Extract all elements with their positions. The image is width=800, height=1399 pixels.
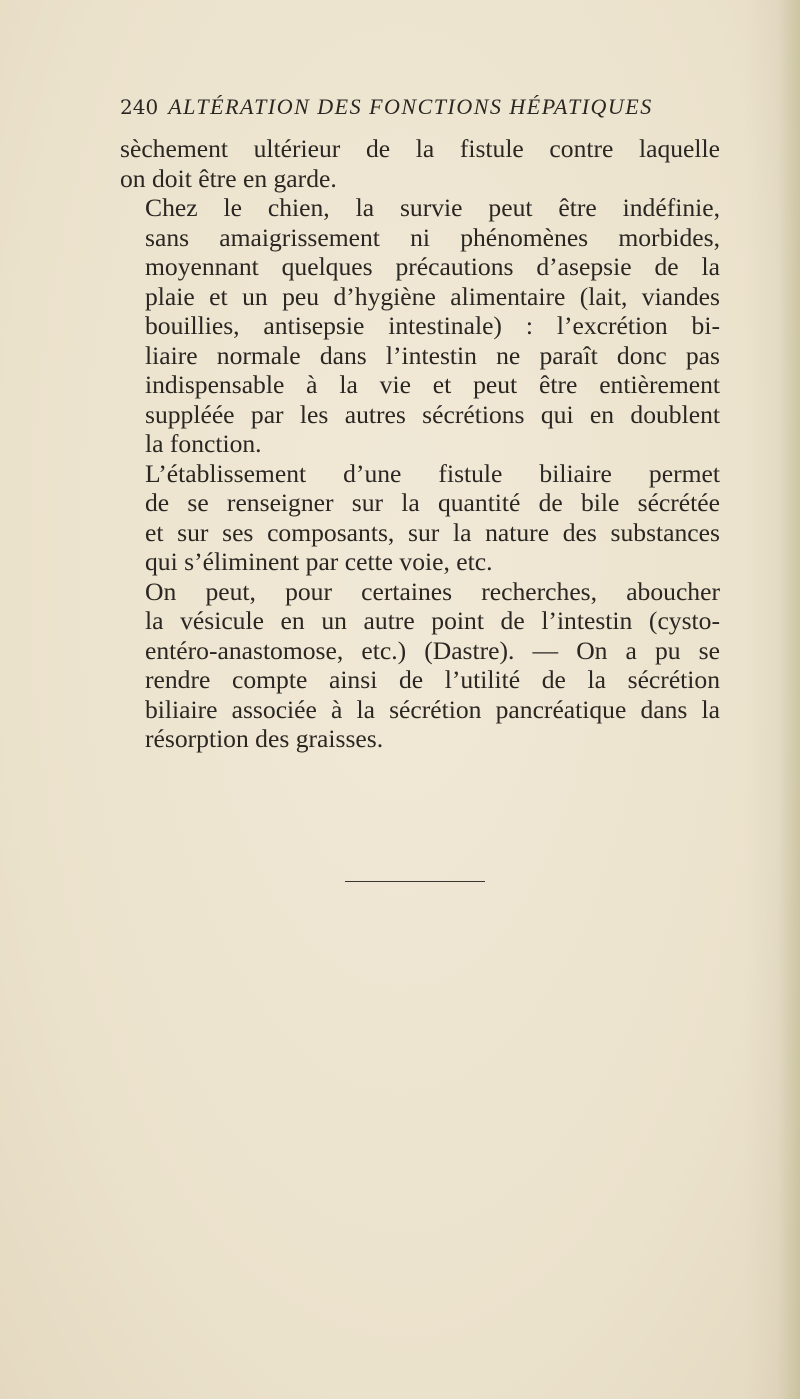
text-line: rendre compte ainsi de l’utilité de la sécrétion	[145, 665, 720, 694]
paragraph-4	[120, 577, 720, 754]
text-line: L’établissement d’une fistule biliaire permet	[145, 458, 720, 488]
paragraph-2	[120, 193, 720, 459]
text-line: sans amaigrissement ni phénomènes morbides,	[145, 222, 720, 252]
page-edge-shading	[778, 0, 800, 1399]
text-line: et sur ses composants, sur la nature des substances	[145, 517, 720, 547]
text-line: qui s’éliminent par cette voie, etc.	[145, 547, 493, 576]
section-end-rule	[345, 881, 485, 882]
paragraph-1	[120, 134, 720, 193]
text-line: On peut, pour certaines recherches, aboucher	[145, 576, 720, 606]
paragraph-3	[120, 459, 720, 577]
text-line: plaie et un peu d’hygiène alimentaire (lait, viandes	[145, 281, 720, 311]
page-number: 240	[120, 95, 159, 119]
text-line: Chez le chien, la survie peut être indéfinie,	[145, 193, 720, 222]
text-line: la fonction.	[145, 429, 262, 458]
running-head	[120, 94, 740, 124]
text-line: liaire normale dans l’intestin ne paraît donc pas	[145, 340, 720, 370]
text-line: résorption des graisses.	[145, 724, 384, 753]
body-text	[120, 134, 720, 754]
text-line: la vésicule en un autre point de l’intestin (cysto-	[145, 606, 720, 635]
text-line: de se renseigner sur la quantité de bile sécrétée	[145, 488, 720, 517]
running-head-title: ALTÉRATION DES FONCTIONS HÉPATIQUES	[168, 94, 653, 119]
text-line: sèchement ultérieur de la fistule contre laquelle	[120, 134, 720, 163]
text-line: biliaire associée à la sécrétion pancréatique dans la	[145, 694, 720, 724]
text-line: on doit être en garde.	[120, 163, 337, 193]
text-line: entéro-anastomose, etc.) (Dastre). — On a pu se	[145, 635, 720, 665]
text-line: suppléée par les autres sécrétions qui en doublent	[145, 399, 720, 429]
text-line: indispensable à la vie et peut être entièrement	[145, 370, 720, 399]
text-line: moyennant quelques précautions d’asepsie de la	[145, 252, 720, 281]
text-line: bouillies, antisepsie intestinale) : l’excrétion bi-	[145, 311, 720, 340]
